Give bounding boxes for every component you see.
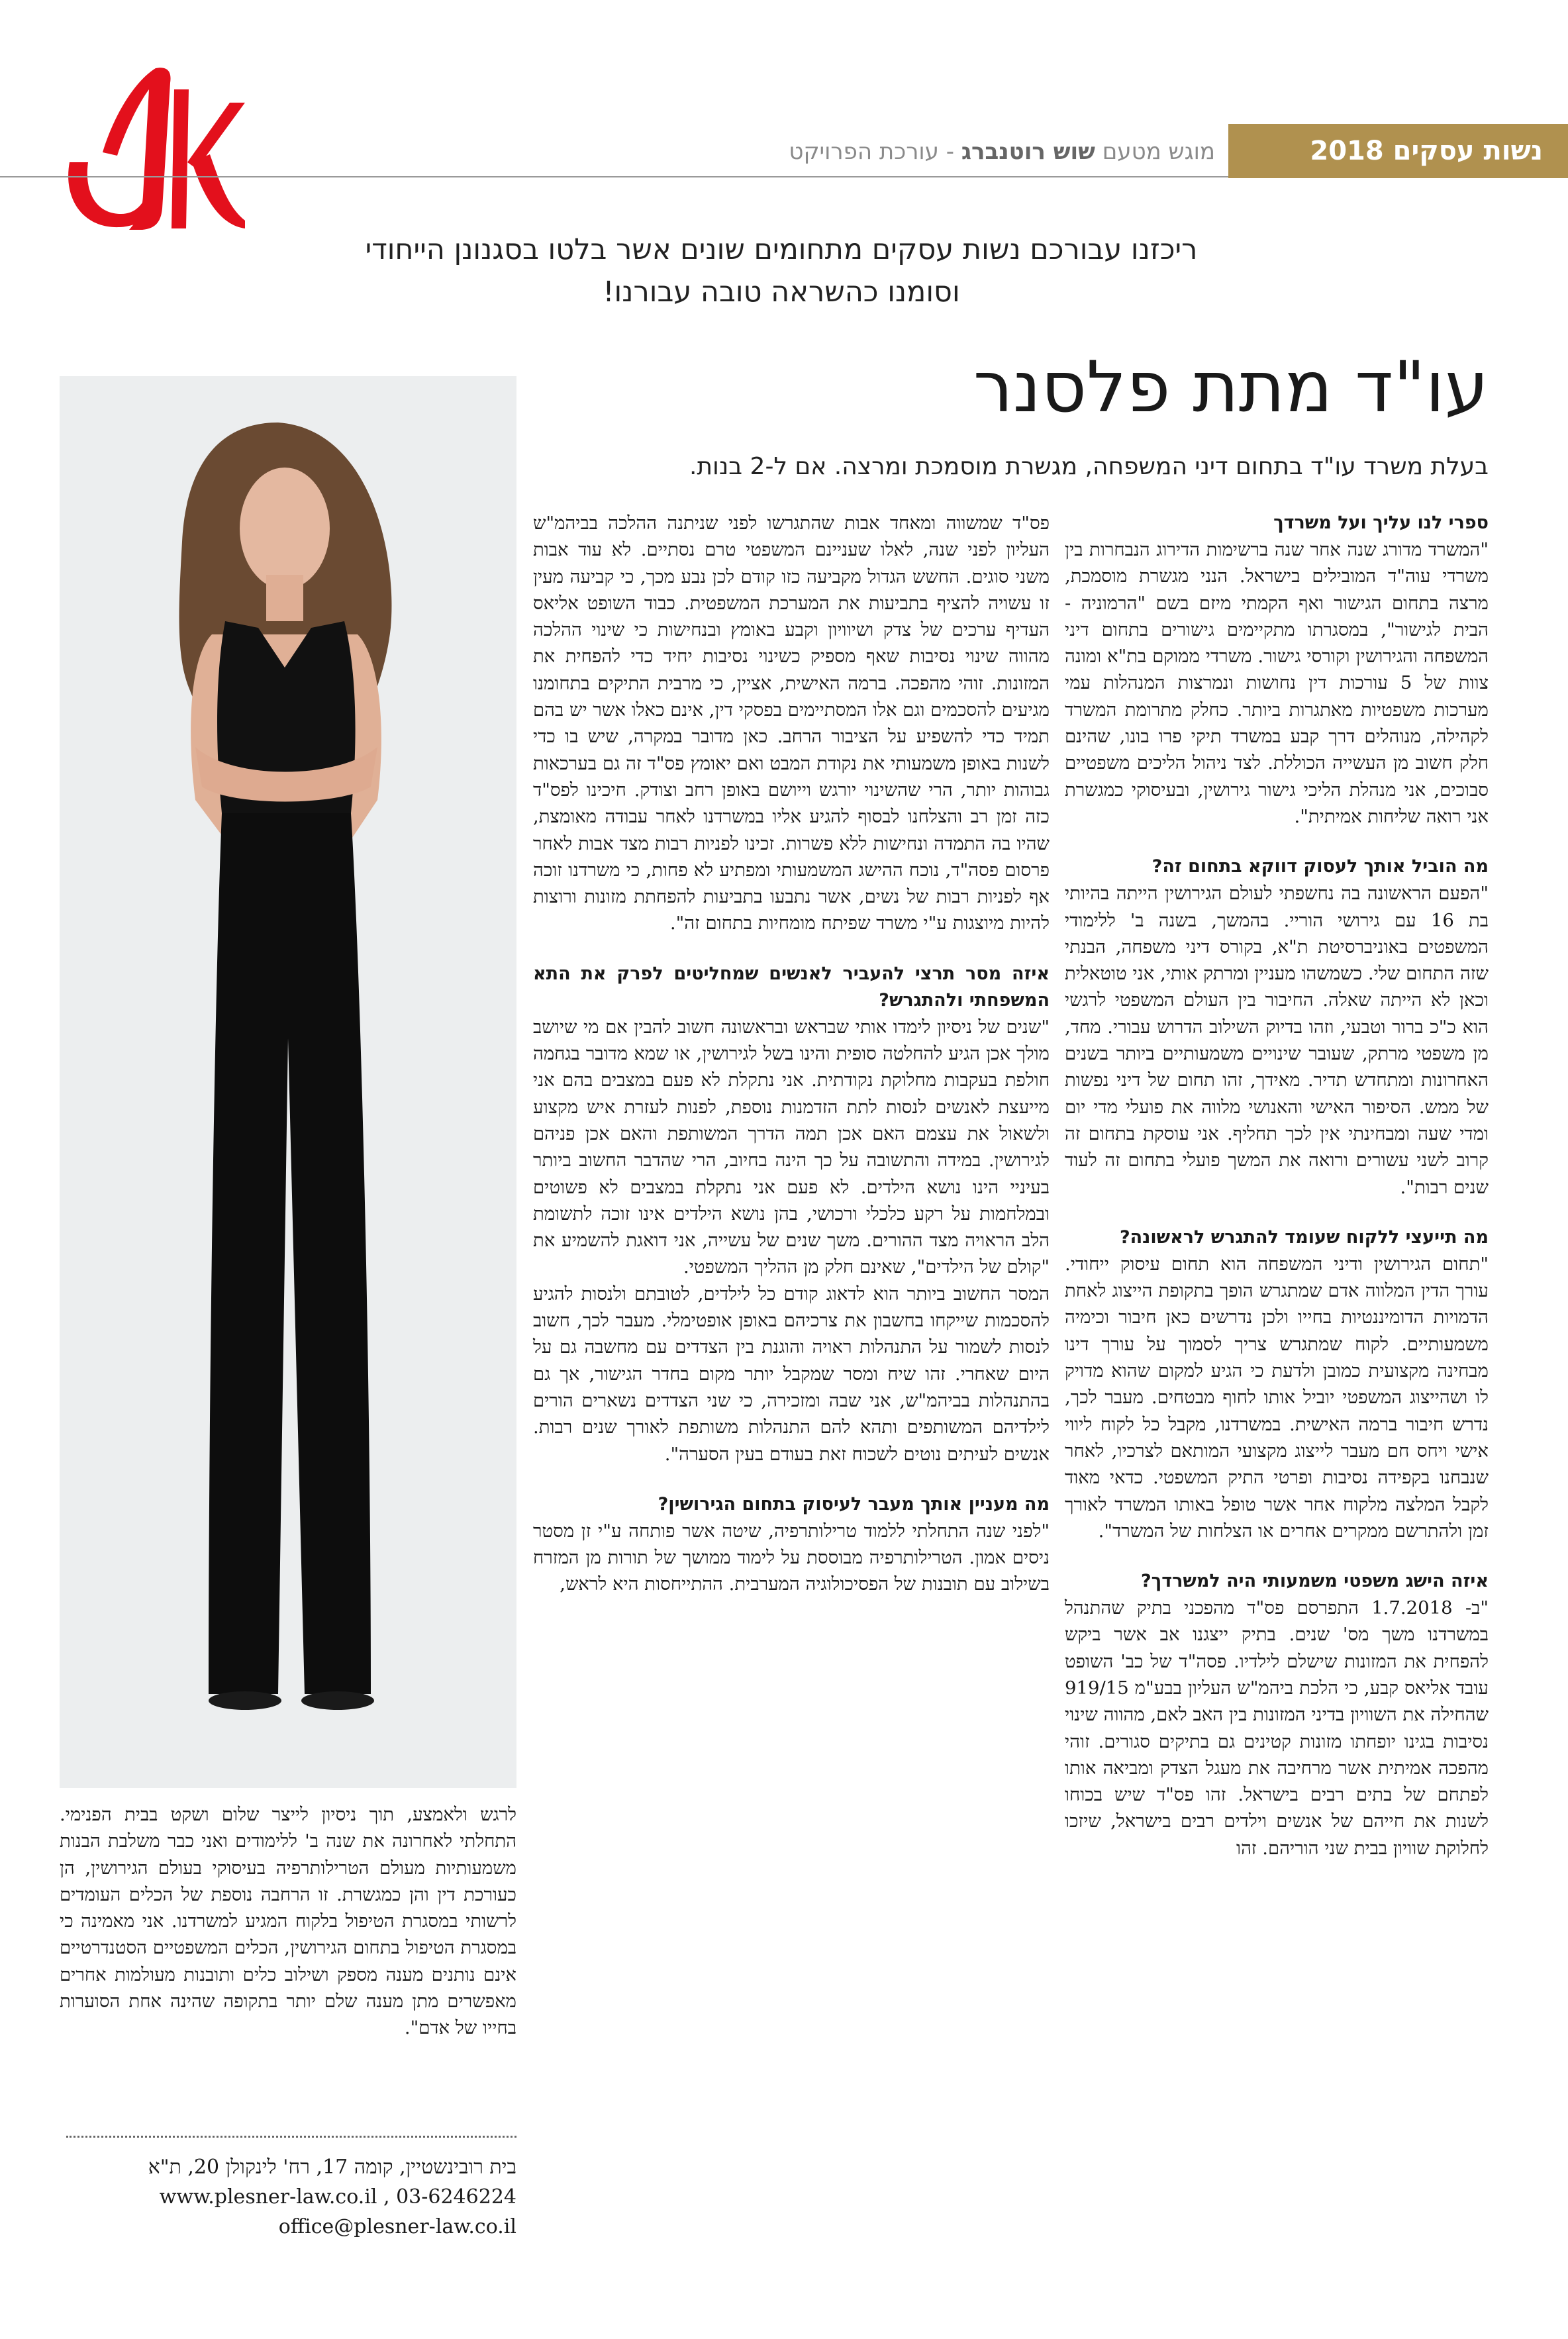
dotted-divider: [66, 2136, 516, 2138]
contact-website-phone[interactable]: www.plesner-law.co.il , 03-6246224: [159, 2185, 516, 2209]
section-label-text: נשות עסקים 2018: [1310, 136, 1543, 166]
question-heading: ספרי לנו עליך ועל משרדך: [1273, 513, 1489, 533]
contact-email[interactable]: office@plesner-law.co.il: [278, 2215, 516, 2238]
answer-paragraph: "הפעם הראשונה בה נחשפתי לעולם הגירושין הייתה בהיותי בת 16 עם גירושי הוריי. בהמשך, בשנה ב' ללימודי המשפטים באוניברסיטת ת"א, בקורס דיני משפחה, הבנתי שזה התחום שלי. כשמשהו מעניין ומרתק אותי, אני טוטאלית וכאן לא הייתה שאלה. החיבור בין העולם המשפטי לרגשי הוא כ"כ ברור וטבעי, וזהו בדיוק השילוב הדרוש עבורי. מחד, מן משפטי מרתק, שעובר שינויים משמעותיים ביותר בשנים האחרונות ומתחדש תדיר. מאידך, זהו תחום של דיני נפשות של ממש. הסיפור האישי והאנושי מלווה את פועלי מדי יום ומדי שעה ומבחינתי אין לכך תחליף. אני עוסקת בתחום זה קרוב לשני עשורים ורואה את המשך פועלי בתחום זה לעוד שנים רבות".: [1065, 883, 1489, 1198]
article-column-2: [533, 510, 1050, 1598]
credit-name: שוש רוטנברג: [961, 138, 1095, 165]
credit-suffix: - עורכת הפרויקט: [789, 138, 955, 165]
article-subtitle: בעלת משרד עו"ד בתחום דיני המשפחה, מגשרת מוסמכת ומרצה. אם ל-2 בנות.: [689, 453, 1489, 480]
question-heading: מה הוביל אותך לעסוק דווקא בתחום זה?: [1152, 856, 1489, 877]
article-column-3: [60, 1801, 516, 2042]
answer-paragraph: המסר החשוב ביותר הוא לדאוג קודם כל לילדים, לטובתם ולנסות להגיע להסכמות שייקחו בחשבון את צרכיהם באופן אופטימלי. מעבר לכך, חשוב לנסות לשמור על התנהלות ראויה והוגנת בין הצדדים עם מחשבה גם על היום שאחרי. זהו שיח ומסר שמקבל יותר מקום בחדר הגישור, אך גם בהתנהלות בביהמ"ש, אני שבה ומזכירה, כי שני הצדדים נשארים הורים לילדיהם המשותפים ותהא להם התנהלות משותפת לאורך שנים רבות. אנשים לעיתים נוטים לשכוח זאת בעודם בעין הסערה".: [533, 1283, 1050, 1465]
answer-paragraph: לרגש ולאמצע, תוך ניסיון לייצר שלום ושקט בבית הפנימי. התחלתי לאחרונה את שנה ב' ללימודים ואני כבר משלבת הבנות משמעותיות מעולם הטרילותרפיה בעיסוקי בעולם הגירושין, הן כעורכת דין והן כמגשרת. זו הרחבה נוספת של הכלים העומדים לרשותי במסגרת הטיפול בלקוח המגיע למשרדנו. אני מאמינה כי במסגרת הטיפול בתחום הגירושין, הכלים המשפטיים הסטנדרטיים אינם נותנים מענה מספק ושילוב כלים ותובנות מעולמות אחרים מאפשרים מתן מענה שלם יותר בתקופה שהינה אחת הסוערות בחייו של אדם".: [60, 1804, 516, 2039]
intro-line-2: וסומנו כהשראה טובה עבורנו!: [603, 275, 960, 309]
answer-paragraph: "שנים של ניסיון לימדו אותי שבראש ובראשונה חשוב להבין אם מי שיושב מולך אכן הגיע להחלטה סופית והינו בשל לגירושין, או שמא מדובר בגחמה חולפת בעקבות מחלוקת נקודתית. אני נתקלת לא פעם במצבים בהם אני מייעצת לאנשים לנסות לתת הזדמנות נוספת, לפנות לעזרת איש מקצוע ולשאול את עצמם האם אכן תמה הדרך המשותפת והאם אכן פניהם לגירושין. במידה והתשובה על כך הינה בחיוב, הרי שהדבר החשוב ביותר בעיניי הינו נושא הילדים. לא פעם אני נתקלת במצבים לא פשוטים ובמלחמות על רקע כלכלי ורכושי, בהן נושא הילדים אינו זוכה לתשומת הלב הראויה מצד ההורים. משך שנים של עשייה, אני דואגת להשמיע את "קולם של הילדים", שאינם חלק מן ההליך המשפטי.: [533, 1016, 1050, 1278]
intro-text: [291, 228, 1271, 313]
answer-paragraph: "ב- 1.7.2018 התפרסם פס"ד מהפכני בתיק שהתנהל במשרדנו משך מס' שנים. בתיק ייצגנו אב אשר ביקש להפחית את המזונות שישלם לילדיו. פסה"ד של כב' השופט עובד אליאס קבע, כי הלכת ביהמ"ש העליון בבע"מ 919/15 שהחילה את השוויון בדיני המזונות בין האב לאם, מהווה שינוי נסיבות בגינו יופחתו מזונות קטינים גם בתיקים סגורים. זוהי מהפכה אמיתית אשר מרחיבה את מעגל הצדק ומביאה אותו לפתחם של בתים רבים בישראל. זהו פס"ד שיש בכוחו לשנות את חייהם של אנשים וילדים רבים בישראל, שיזכו לחלוקת שוויון בבית שני הוריהם. זהו: [1065, 1597, 1489, 1859]
project-credit: [689, 126, 1215, 177]
question-heading: מה תייעצי ללקוח שעומד להתגרש לראשונה?: [1119, 1226, 1489, 1248]
question-heading: איזה הישג משפטי משמעותי היה למשרדך?: [1140, 1571, 1489, 1592]
contact-address: בית רובינשטיין, קומה 17, רח' לינקולן 20, ת"א: [148, 2156, 516, 2179]
ak-logo: [56, 63, 245, 232]
contact-block: [60, 2152, 516, 2242]
article-column-1: [1065, 510, 1489, 1862]
credit-prefix: מוגש מטעם: [1102, 138, 1215, 165]
article-title: עו"ד מתת פלסנר: [973, 346, 1489, 428]
answer-paragraph: "לפני שנה התחלתי ללמוד טרילותרפיה, שיטה אשר פותחה ע"י זן מסטר ניסים אמון. הטרילותרפיה מבוססת על לימוד ממושך של תורות מן המזרח בשילוב עם תובנות של הפסיכולוגיה המערבית. ההתייחסות היא לראש,: [533, 1520, 1050, 1595]
question-heading: מה מעניין אותך מעבר לעיסוק בתחום הגירושין?: [658, 1493, 1050, 1515]
portrait-photo: [60, 376, 516, 1788]
question-heading: איזה מסר תרצי להעביר לאנשים שמחליטים לפרק את התא המשפחתי ולהתגרש?: [533, 963, 1050, 1011]
answer-paragraph: פס"ד שמשווה ומאחד אבות שהתגרשו לפני שניתנה ההלכה בביהמ"ש העליון לפני שנה, לאלו שעניינם המשפטי טרם נסתיים. לא עוד אבות משני סוגים. החשש הגדול מקביעה כזו קודם לכן נבע מכך, כי קביעה מעין זו עשויה להציף בתביעות את המערכת המשפטית. כבוד השופט אליאס העדיף ערכים של צדק ושיוויון וקבע באומץ ובנחישות כי שינוי ההלכה מהווה שינוי נסיבות שאף מספיק כשינוי נסיבות יחיד כדי להפחית את המזונות. זוהי מהפכה. ברמה האישית, אציין, כי מרבית התיקים בתחומנו מגיעים להסכמים וגם אלו המסתיימים בפסקי דין, אינם כאלו אשר יש בהם תמיד כדי להשפיע על הציבור הרחב. כאן מדובר במקרה, שיש בו כדי לשנות באופן משמעותי את נקודת המבט ואם יאומץ פס"ד זה גם בערכאות גבוהות יותר, הרי שהשינוי יורגש וייושם באופן רחב וצודק. חיכינו לפס"ד כזה זמן רב והצלחנו לבסוף להגיע אליו במשרדנו לאחר עבודה מאומצת, שהיו בה התמדה ונחישות ללא פשרות. זכינו לפניות רבות מצד אבות לאחר פרסום פסה"ד, נוכח ההישג המשמעותי ומפתיע לא פחות, כי משרדנו זוכה אף לפניות רבות של נשים, אשר נתבעו בתביעות להפחתת מזונות ורוצות להיות מיוצגות ע"י משרד שפיתח מומחיות בתחום זה".: [533, 513, 1050, 934]
section-label: [1228, 124, 1556, 178]
answer-paragraph: "תחום הגירושין ודיני המשפחה הוא תחום עיסוק ייחודי. עורך הדין המלווה אדם שמתגרש הופך בתקופת הייצוג לאחת הדמויות הדומיננטיות בחייו ולכן נדרשים כאן חיבור וכימיה משמעותיים. לקוח שמתגרש צריך לסמוך על עורך דינו מבחינה מקצועית כמובן ולדעת כי הגיע למקום שהוא מדויק לו ושהייצוג המשפטי יוביל אותו לחוף מבטחים. מעבר לכך, נדרש חיבור ברמה האישית. במשרדנו, מקבל כל לקוח ליווי אישי ויחס חם מעבר לייצוג מקצועי המותאם לצרכיו, לאחר שנבחנו בקפידה נסיבות ופרטי התיק המשפטי. כדאי מאוד לקבל המלצה מלקוח אחר אשר טופל באותו המשרד לאורך זמן ולהתרשם ממקרים אחרים או הצלחות של המשרד".: [1065, 1253, 1489, 1542]
intro-line-1: ריכזנו עבורכם נשות עסקים מתחומים שונים אשר בלטו בסגנונן הייחודי: [365, 233, 1198, 266]
answer-paragraph: "המשרד מדורג שנה אחר שנה ברשימות הדירוג הנבחרות בין משרדי עוה"ד המובילים בישראל. הנני מגשרת מוסמכת, מרצה בתחום הגישור ואף הקמתי מיזם בשם "הרמוניה - הבית לגישור", במסגרתו מתקיימים גישורים בתחום דיני המשפחה והגירושין וקורסי גישור. משרדי ממוקם בת"א ומונה צוות של 5 עורכות דין נחושות ונמרצות המנהלות עמי מערכות משפטיות מאתגרות ביותר. כחלק מתרומת המשרד לקהילה, מנוהלים דרך קבע במשרד תיקי פרו בונו, שהינם חלק חשוב מן העשייה הכוללת. לצד ניהול הליכים משפטיים סבוכים, אני מנהלת הליכי גישור גירושין, ובעיסוקי כמגשרת אני רואה שליחות אמיתית".: [1065, 539, 1489, 827]
